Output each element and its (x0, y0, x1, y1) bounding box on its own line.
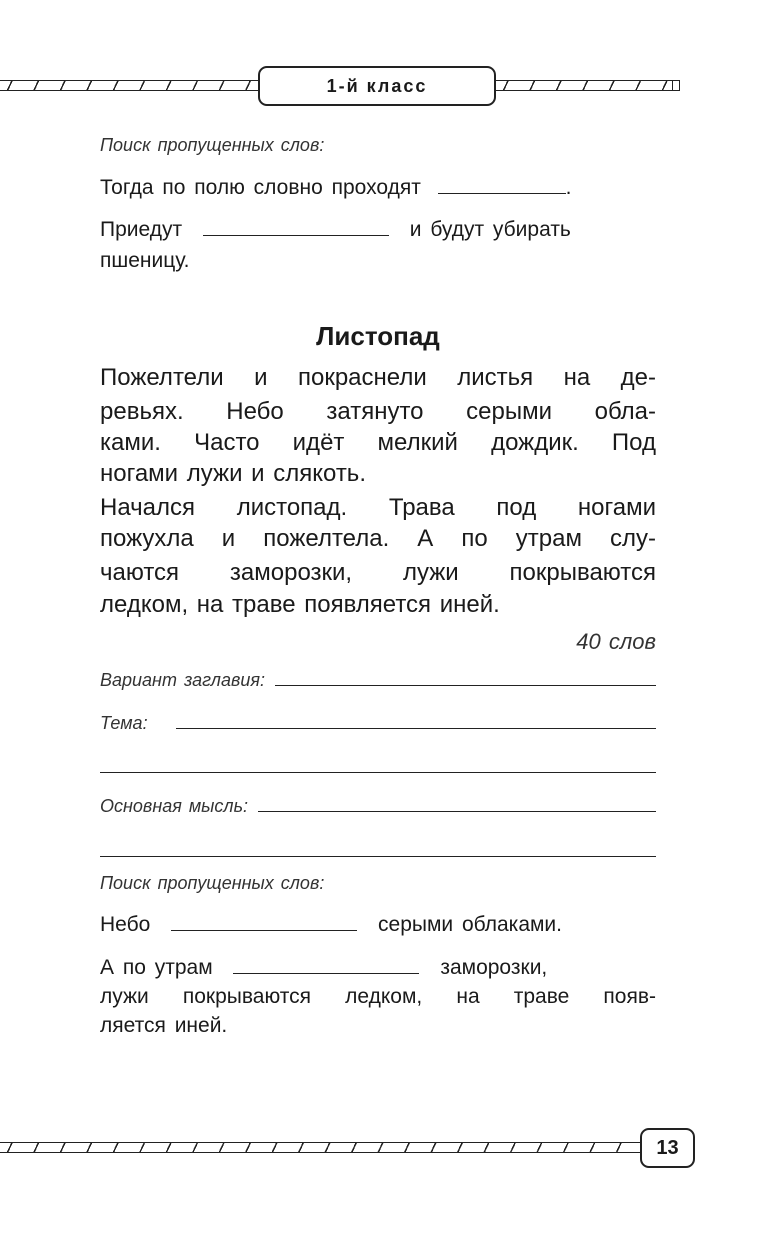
story-line: чаются заморозки, лужи покрываются (100, 559, 656, 586)
answer-blank[interactable] (203, 217, 389, 236)
answer-blank[interactable] (233, 955, 419, 974)
missing-words-heading-2: Поиск пропущенных слов: (100, 873, 325, 893)
header-band-end (672, 80, 680, 91)
header-band-left (0, 80, 258, 91)
missing-sentence-2: Приедут и будут убирать (100, 218, 571, 241)
title-variant-field: Вариант заглавия : (100, 667, 656, 691)
missing-sentence-1: Тогда по полю словно проходят . (100, 176, 572, 199)
story-line: ногами лужи и слякоть. (100, 460, 366, 487)
main-idea-field: Основная мысль : (100, 793, 656, 817)
missing-sentence-4-cont: лужи покрываются ледком, на траве появ- (100, 985, 656, 1008)
topic-blank-line-2[interactable] (100, 754, 656, 773)
main-idea-blank[interactable] (258, 793, 656, 812)
answer-blank[interactable] (171, 912, 357, 931)
story-line: ледком, на траве появляется иней. (100, 591, 500, 618)
missing-words-heading: Поиск пропущенных слов: (100, 135, 325, 155)
story-line: ками. Часто идёт мелкий дождик. Под (100, 429, 656, 456)
story-line: Начался листопад. Трава под ногами (100, 494, 656, 521)
missing-sentence-2-cont: пшеницу. (100, 249, 190, 272)
header-band-right (496, 80, 672, 91)
story-title: Листопад (316, 321, 440, 351)
topic-field: Тема : (100, 710, 656, 734)
grade-label: 1-й класс (258, 66, 496, 106)
word-count: 40 слов (576, 629, 656, 654)
footer-band (0, 1142, 640, 1153)
topic-blank[interactable] (176, 710, 656, 729)
page-number: 13 (640, 1128, 695, 1168)
title-variant-blank[interactable] (275, 667, 656, 686)
missing-sentence-4: А по утрам заморозки, (100, 956, 548, 979)
missing-sentence-4-cont: ляется иней. (100, 1014, 228, 1037)
main-idea-blank-line-2[interactable] (100, 838, 656, 857)
story-line: пожухла и пожелтела. А по утрам слу- (100, 525, 656, 552)
story-line: Пожелтели и покраснели листья на де- (100, 364, 656, 391)
answer-blank[interactable] (438, 175, 566, 194)
story-line: ревьях. Небо затянуто серыми обла- (100, 398, 656, 425)
missing-sentence-3: Небо серыми облаками. (100, 913, 562, 936)
